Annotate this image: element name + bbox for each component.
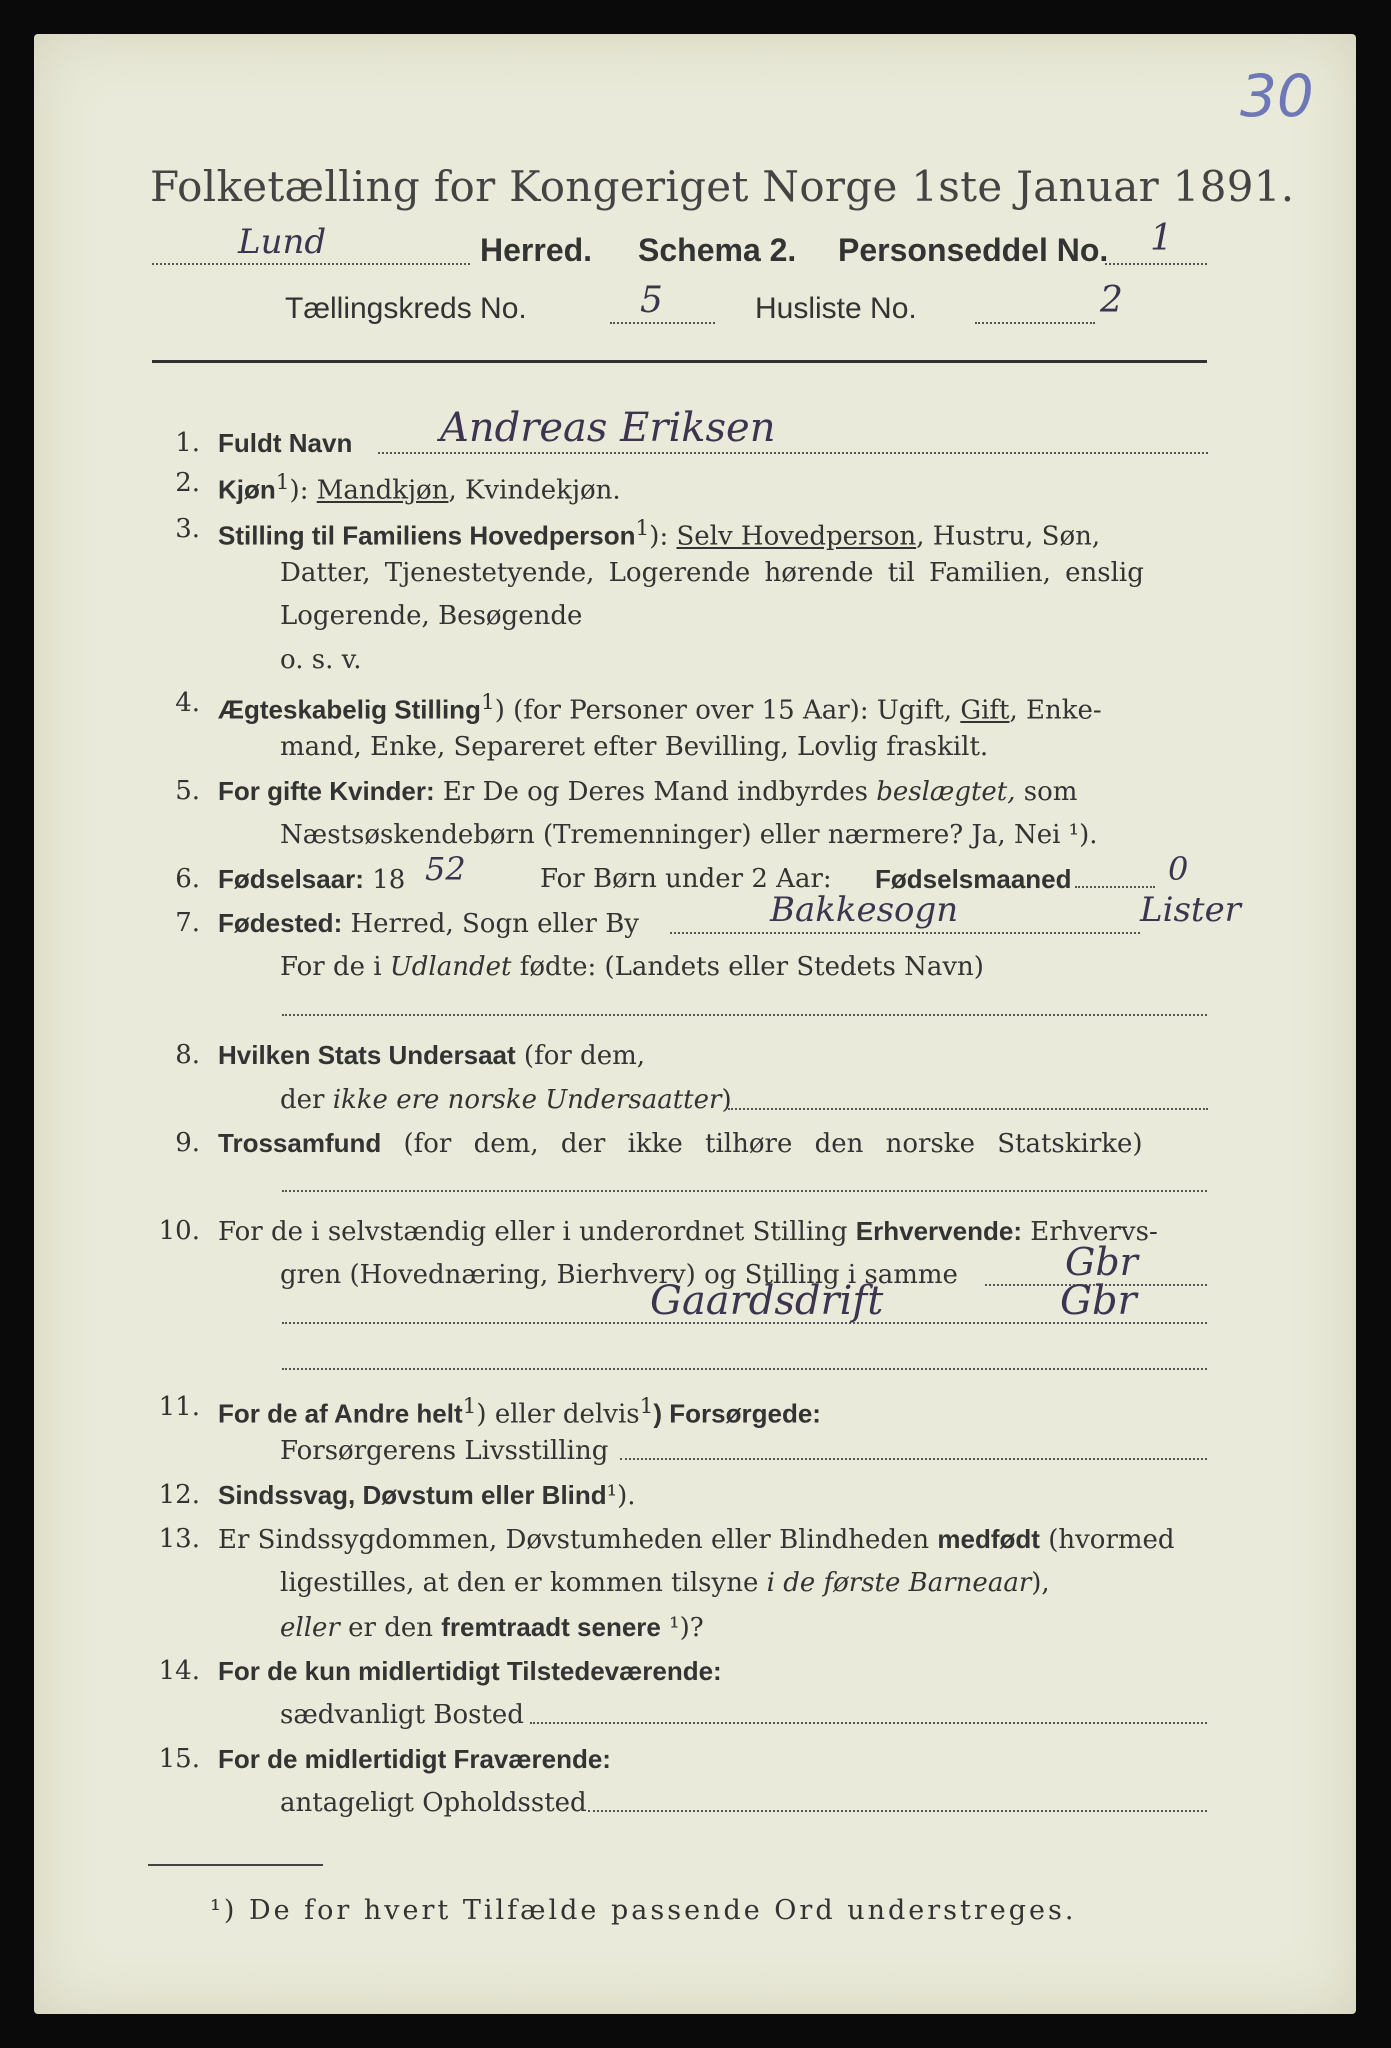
field-7-line3-dots (282, 1014, 1207, 1016)
field-7-line2-italic: Udlandet (389, 952, 512, 982)
header-rule (152, 360, 1207, 363)
field-8-line2-italic: ikke ere norske Undersaatter (332, 1085, 722, 1115)
field-5-label: For gifte Kvinder: (218, 776, 435, 806)
field-12-line1 (218, 1480, 636, 1511)
field-6-mid: For Børn under 2 Aar: (540, 864, 832, 894)
field-2-option-rest: , Kvindekjøn. (448, 475, 621, 506)
field-14-line2: sædvanligt Bosted (280, 1700, 524, 1730)
field-15-number: 15. (158, 1744, 200, 1774)
field-2-colon: ): (289, 475, 309, 506)
field-13-line2-italic: i de første Barneaar (766, 1568, 1032, 1598)
husliste-label: Husliste No. (755, 292, 917, 325)
field-8-line1 (218, 1040, 645, 1071)
footnote-ref: 1 (635, 516, 650, 541)
field-6-label: Fødselsaar: (218, 864, 364, 894)
footnote-rule (148, 1864, 323, 1866)
field-2-label: Kjøn (218, 474, 276, 505)
field-7-line2 (280, 952, 984, 982)
field-14-dots (530, 1722, 1207, 1724)
field-8-number: 8. (175, 1040, 200, 1070)
field-7-dots (670, 932, 1140, 934)
personseddel-dots (1105, 263, 1207, 265)
kreds-value: 5 (640, 280, 663, 321)
field-1-label: Fuldt Navn (218, 428, 353, 458)
field-8-line2-a: der (280, 1085, 333, 1115)
kreds-label: Tællingskreds No. (285, 292, 527, 325)
field-3-line1-rest: , Hustru, Søn, (916, 521, 1101, 552)
field-11-dots (620, 1458, 1207, 1460)
field-15-line2: antageligt Opholdssted (280, 1788, 587, 1818)
field-2-option-selected: Mandkjøn (316, 475, 449, 506)
field-13-line3-c: ¹)? (660, 1613, 704, 1643)
field-6-year-value: 52 (425, 850, 466, 888)
field-7-line2-b: fødte: (Landets eller Stedets Navn) (511, 952, 984, 982)
field-3-option-selected: Selv Hovedperson (676, 521, 917, 552)
field-3-line3: Logerende, Besøgende (280, 601, 583, 631)
field-6-line1 (218, 864, 405, 895)
form-title: Folketælling for Kongeriget Norge 1ste Januar 1891. (150, 162, 1295, 211)
field-11-number: 11. (158, 1392, 200, 1422)
field-4-line2: mand, Enke, Separeret efter Bevilling, Lovlig fraskilt. (280, 732, 989, 762)
field-7-number: 7. (175, 908, 200, 938)
field-13-line1-c: (hvormed (1039, 1525, 1175, 1555)
field-9-line1 (218, 1128, 1143, 1159)
schema-label: Schema 2. (638, 232, 797, 268)
herred-dots (152, 263, 470, 265)
footnote: ¹) De for hvert Tilfælde passende Ord understreges. (210, 1895, 1077, 1926)
field-8-line1-rest: (for dem, (515, 1041, 645, 1071)
field-5-line1-b: som (1015, 777, 1078, 807)
footnote-ref: 1 (639, 1394, 654, 1419)
field-15-dots (588, 1810, 1207, 1812)
field-7-rest: Herred, Sogn eller By (342, 909, 639, 939)
field-8-line2 (280, 1085, 732, 1115)
field-5-line1-a: Er De og Deres Mand indbyrdes (434, 777, 877, 807)
field-13-line3-italic: eller (280, 1613, 340, 1643)
field-13-line2-b: ), (1031, 1568, 1050, 1598)
field-14-label: For de kun midlertidigt Tilstedeværende: (218, 1656, 722, 1686)
field-7-value: Bakkesogn (770, 890, 959, 930)
field-10-line1 (218, 1216, 1158, 1247)
field-4-option-selected: Gift (960, 695, 1010, 726)
footnote-ref: 1 (275, 470, 290, 495)
field-7-label: Fødested: (218, 908, 343, 938)
field-9-rest: (for dem, der ikke tilhøre den norske Statskirke) (381, 1129, 1143, 1159)
field-10-label: Erhvervende: (855, 1216, 1022, 1246)
field-11-line1 (218, 1392, 821, 1430)
field-6-dots (1075, 886, 1155, 888)
field-10-value3: Gbr (1060, 1278, 1137, 1324)
field-5-number: 5. (175, 776, 200, 806)
field-8-line2-b: ) (721, 1085, 732, 1115)
field-6-number: 6. (175, 864, 200, 894)
personseddel-value: 1 (1150, 218, 1173, 259)
footnote-ref: 1 (462, 1394, 477, 1419)
field-6-month-value: 0 (1168, 850, 1189, 888)
field-13-line3-bold: fremtraadt senere (441, 1612, 661, 1642)
field-10-line2: gren (Hovednæring, Bierhverv) og Stilling i samme (280, 1260, 958, 1290)
field-6-label2: Fødselsmaaned (875, 864, 1072, 894)
field-13-line2-a: ligestilles, at den er kommen tilsyne (280, 1568, 767, 1598)
field-5-line1-italic: beslægtet, (876, 777, 1016, 807)
field-1-number: 1. (175, 428, 200, 458)
field-10-value: Gbr (1065, 1240, 1138, 1284)
field-13-line1-a: Er Sindssygdommen, Døvstumheden eller Blindheden (218, 1525, 938, 1555)
field-12-rest: ¹). (606, 1481, 636, 1511)
field-7-line1 (218, 908, 639, 939)
field-3-colon: ): (649, 521, 669, 552)
field-4-line1 (218, 688, 1102, 726)
field-1-value: Andreas Eriksen (440, 405, 776, 451)
field-15-label: For de midlertidigt Fraværende: (218, 1744, 611, 1774)
field-3-line1 (218, 514, 1100, 552)
field-8-dots (728, 1108, 1208, 1110)
field-14-number: 14. (158, 1656, 200, 1686)
field-7-line2-a: For de i (280, 952, 390, 982)
field-10-number: 10. (158, 1216, 200, 1246)
field-13-line3-a: er den (339, 1613, 442, 1643)
footnote-ref: 1 (480, 690, 495, 715)
field-3-label: Stilling til Familiens Hovedperson (218, 520, 636, 551)
herred-label: Herred. (480, 232, 593, 268)
field-9-label: Trossamfund (218, 1128, 382, 1158)
field-11-line1-mid: ) eller delvis (476, 1399, 640, 1430)
field-3-line2: Datter, Tjenestetyende, Logerende hørende til Familien, enslig (280, 558, 1144, 588)
field-13-number: 13. (158, 1524, 200, 1554)
field-11-line2: Forsørgerens Livsstilling (280, 1436, 609, 1466)
field-5-line2: Næstsøskendebørn (Tremenninger) eller nærmere? Ja, Nei ¹). (280, 820, 1098, 850)
field-3-number: 3. (175, 514, 200, 544)
field-2-number: 2. (175, 468, 200, 498)
census-form-sheet (34, 34, 1356, 2014)
field-11-label-b: ) Forsørgede: (653, 1398, 821, 1429)
field-10-line4-dots (282, 1368, 1207, 1370)
field-7-value2: Lister (1140, 890, 1241, 930)
field-4-line1-a: ) (for Personer over 15 Aar): Ugift, (494, 695, 961, 726)
field-10-line1-a: For de i selvstændig eller i underordnet Stilling (218, 1217, 856, 1247)
husliste-dots (975, 322, 1095, 324)
husliste-value: 2 (1100, 280, 1123, 321)
field-12-label: Sindssvag, Døvstum eller Blind (218, 1480, 607, 1510)
field-13-label: medfødt (937, 1524, 1040, 1554)
page-number: 30 (1240, 62, 1314, 130)
field-1-dots (378, 452, 1208, 454)
kreds-dots (610, 322, 715, 324)
field-4-label: Ægteskabelig Stilling (218, 694, 481, 725)
field-4-line1-b: , Enke- (1009, 695, 1102, 726)
field-9-dots (282, 1190, 1207, 1192)
field-12-number: 12. (158, 1480, 200, 1510)
field-4-number: 4. (175, 688, 200, 718)
field-11-label-a: For de af Andre helt (218, 1398, 463, 1429)
herred-value: Lund (238, 222, 327, 262)
field-3-line4: o. s. v. (280, 645, 362, 675)
field-13-line2 (280, 1568, 1050, 1598)
field-2-text (218, 468, 621, 506)
field-5-line1 (218, 776, 1077, 807)
field-8-label: Hvilken Stats Undersaat (218, 1040, 516, 1070)
field-13-line1 (218, 1524, 1175, 1555)
field-10-line1-c: Erhvervs- (1021, 1217, 1158, 1247)
field-13-line3 (280, 1612, 704, 1643)
personseddel-label: Personseddel No. (838, 232, 1109, 268)
field-6-year-prefix: 18 (363, 865, 406, 895)
field-9-number: 9. (175, 1128, 200, 1158)
field-10-value2: Gaardsdrift (650, 1278, 884, 1324)
